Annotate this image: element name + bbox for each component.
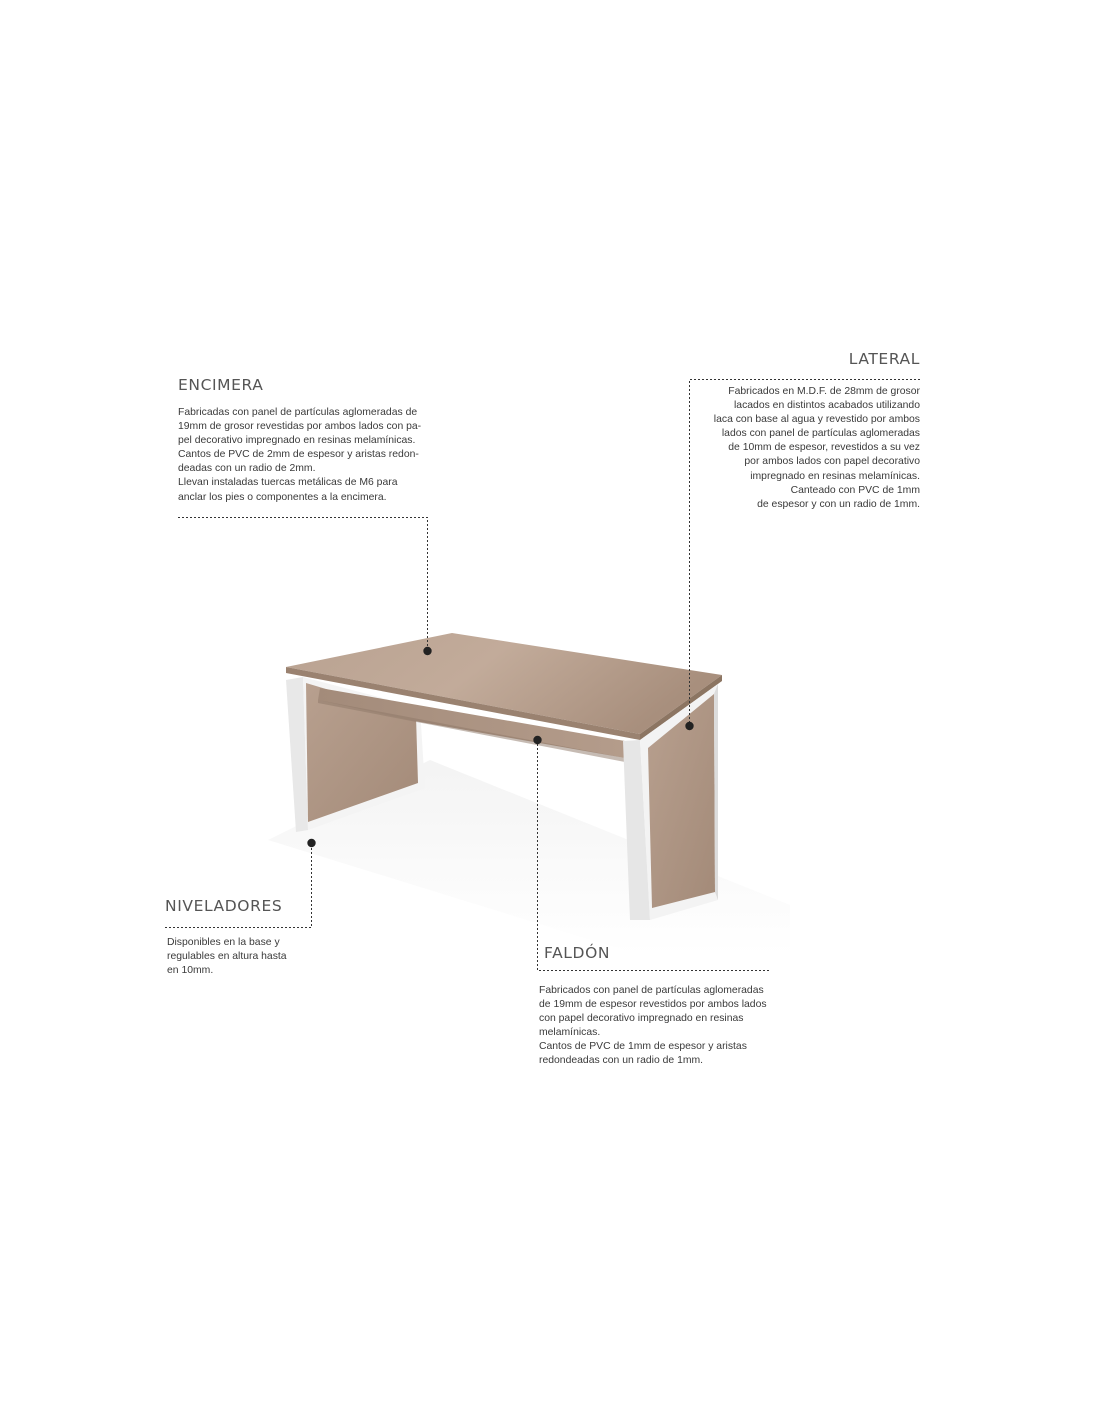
niveladores-marker-icon (307, 839, 315, 847)
encimera-description (178, 406, 438, 505)
encimera-line: anclar los pies o componentes a la encimera. (178, 491, 387, 503)
lateral-line: impregnado en resinas melamínicas. (750, 470, 920, 482)
encimera-line: Llevan instaladas tuercas metálicas de M6 para (178, 477, 398, 489)
faldon-marker-icon (533, 736, 541, 744)
lateral-line: de espesor y con un radio de 1mm. (757, 498, 920, 510)
lateral-line: lacados en distintos acabados utilizando (733, 400, 920, 412)
faldon-line: Cantos de PVC de 1mm de espesor y aristas (539, 1041, 747, 1053)
encimera-leader (178, 518, 428, 651)
lateral-line: Fabricados en M.D.F. de 28mm de grosor (728, 386, 920, 397)
faldon-clip (530, 984, 790, 1067)
lateral-line: lados con panel de partículas aglomeradas (721, 428, 920, 440)
lateral-description (660, 385, 920, 512)
encimera-line: Cantos de PVC de 2mm de espesor y aristas redon- (178, 449, 419, 461)
niveladores-line: regulables en altura hasta (167, 951, 287, 963)
niveladores-line: Disponibles en la base y (167, 937, 280, 948)
faldon-line: melamínicas. (539, 1027, 601, 1039)
encimera-line: 19mm de grosor revestidas por ambos lados con pa- (178, 421, 422, 433)
niveladores-title: NIVELADORES (165, 897, 283, 915)
faldon-description (539, 984, 789, 1067)
faldon-leader (538, 740, 771, 971)
niveladores-description (167, 936, 327, 978)
encimera-line: pel decorativo impregnado en resinas melamínicas. (178, 435, 416, 447)
lateral-line: por ambos lados con papel decorativo (744, 456, 920, 468)
faldon-line: redondeadas con un radio de 1mm. (539, 1055, 704, 1067)
niveladores-line: en 10mm. (167, 965, 214, 977)
encimera-line: deadas con un radio de 2mm. (178, 463, 316, 475)
faldon-line: con papel decorativo impregnado en resinas (539, 1013, 744, 1025)
lateral-marker-icon (685, 722, 693, 730)
encimera-line: Fabricadas con panel de partículas aglomeradas de (178, 407, 418, 418)
faldon-line: Fabricados con panel de partículas aglomeradas (539, 985, 764, 996)
encimera-marker-icon (423, 647, 431, 655)
lateral-title: LATERAL (848, 350, 920, 368)
faldon-line: de 19mm de espesor revestidos por ambos lados (539, 999, 767, 1011)
faldon-title: FALDÓN (544, 944, 611, 962)
lateral-line: Canteado con PVC de 1mm (790, 484, 920, 496)
lateral-line: laca con base al agua y revestido por ambos (713, 414, 920, 426)
lateral-line: de 10mm de espesor, revestidos a su vez (728, 442, 920, 454)
encimera-title: ENCIMERA (178, 376, 264, 394)
